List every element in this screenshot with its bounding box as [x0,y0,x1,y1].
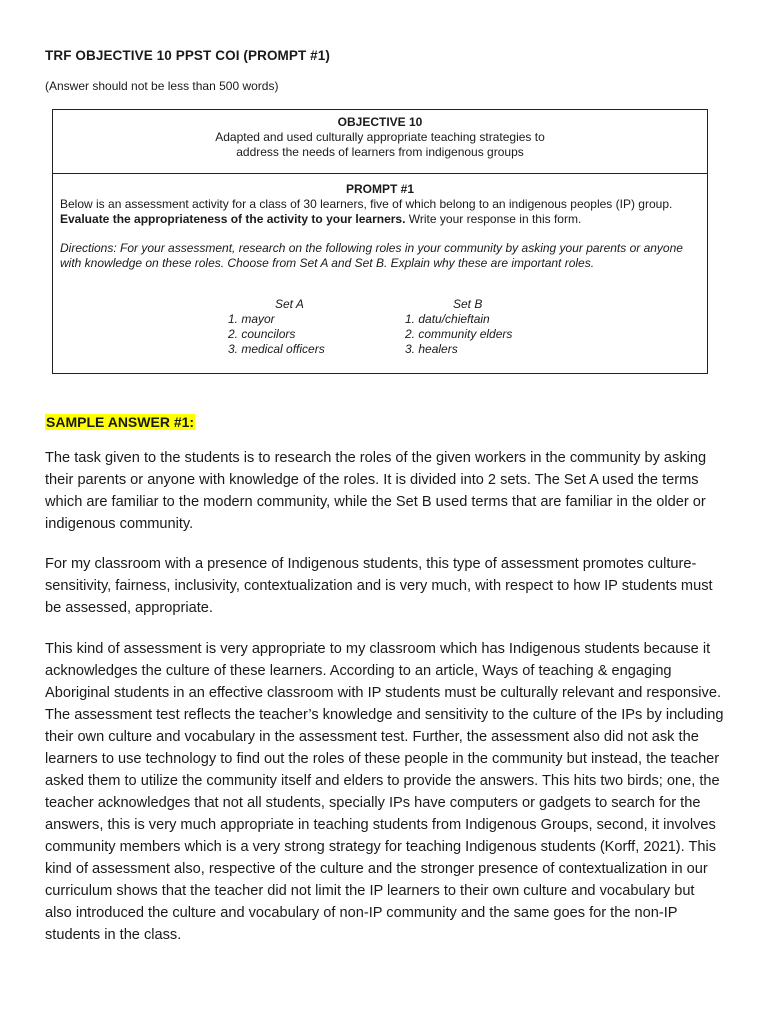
answer-paragraph: The task given to the students is to research the roles of the given workers in the community by asking their parents or anyone with knowledge of the roles. It is divided into 2 sets. The Set A used the terms which are familiar to the modern community, while the Set B used terms that are familiar in the older or indigenous community. [45,450,707,532]
answer-paragraph: This kind of assessment is very appropriate to my classroom which has Indigenous students because it acknowledges the culture of these learners. According to an article, Ways of teaching & engaging Aboriginal students in an effective classroom with IP students must be culturally relevant and responsive. The assessment test reflects the teacher’s knowledge and sensitivity to the culture of the IPs by including their own culture and vocabulary in the assessment test. Further, the assessment also did not ask the learners to use technology to find out the roles of these people in the community but instead, the teacher asked them to utilize the community itself and elders to provide the answers. This hits two birds; one, the teacher acknowledges that not all students, specially IPs have computers or gadgets to search for the answers, this is very much appropriate in teaching students from Indigenous Groups, second, it involves community members which is a very strong strategy for teaching Indigenous students (Korff, 2021). This kind of assessment also, respective of the culture and the stronger presence of contextualization in our curriculum shows that the teacher did not limit the IP learners to their own culture and vocabulary but also introduced the culture and vocabulary of non-IP community and the same goes for the non-IP students in the class. [45,641,724,943]
sample-answer-label: SAMPLE ANSWER #1: [46,414,195,430]
prompt-section [53,174,707,271]
prompt-evaluate-bold: Evaluate the appropriateness of the activity to your learners. [60,212,406,226]
objective-title: OBJECTIVE 10 [337,115,423,129]
set-a-item: 3. medical officers [228,342,325,356]
prompt-evaluate [60,212,700,227]
answer-paragraph: For my classroom with a presence of Indigenous students, this type of assessment promotes culture-sensitivity, fairness, inclusivity, contextualization and is very much, with respect to how IP students must be assessed, appropriate. [45,556,713,616]
set-b-item: 1. datu/chieftain [405,312,490,326]
document-title: TRF OBJECTIVE 10 PPST COI (PROMPT #1) [45,48,330,63]
set-a-item: 1. mayor [228,312,275,326]
prompt-evaluate-rest: Write your response in this form. [405,212,582,226]
prompt-intro: Below is an assessment activity for a class of 30 learners, five of which belong to an indigenous peoples (IP) group. [60,197,673,211]
objective-header [53,110,707,174]
set-b-list [405,297,512,357]
prompt-directions: Directions: For your assessment, research on the following roles in your community by asking your parents or anyone with knowledge on these roles. Choose from Set A and Set B. Explain why these are important roles. [60,241,683,270]
set-a-label: Set A [275,297,304,311]
set-b-label: Set B [453,297,483,311]
set-a-item: 2. councilors [228,327,296,341]
set-b-item: 2. community elders [405,327,513,341]
objective-prompt-box [52,109,708,374]
prompt-title: PROMPT #1 [345,182,414,196]
set-a-list [228,297,325,357]
objective-description: Adapted and used culturally appropriate teaching strategies to address the needs of learners from indigenous groups [215,130,545,159]
set-b-item: 3. healers [405,342,458,356]
word-count-note: (Answer should not be less than 500 words) [45,79,279,93]
